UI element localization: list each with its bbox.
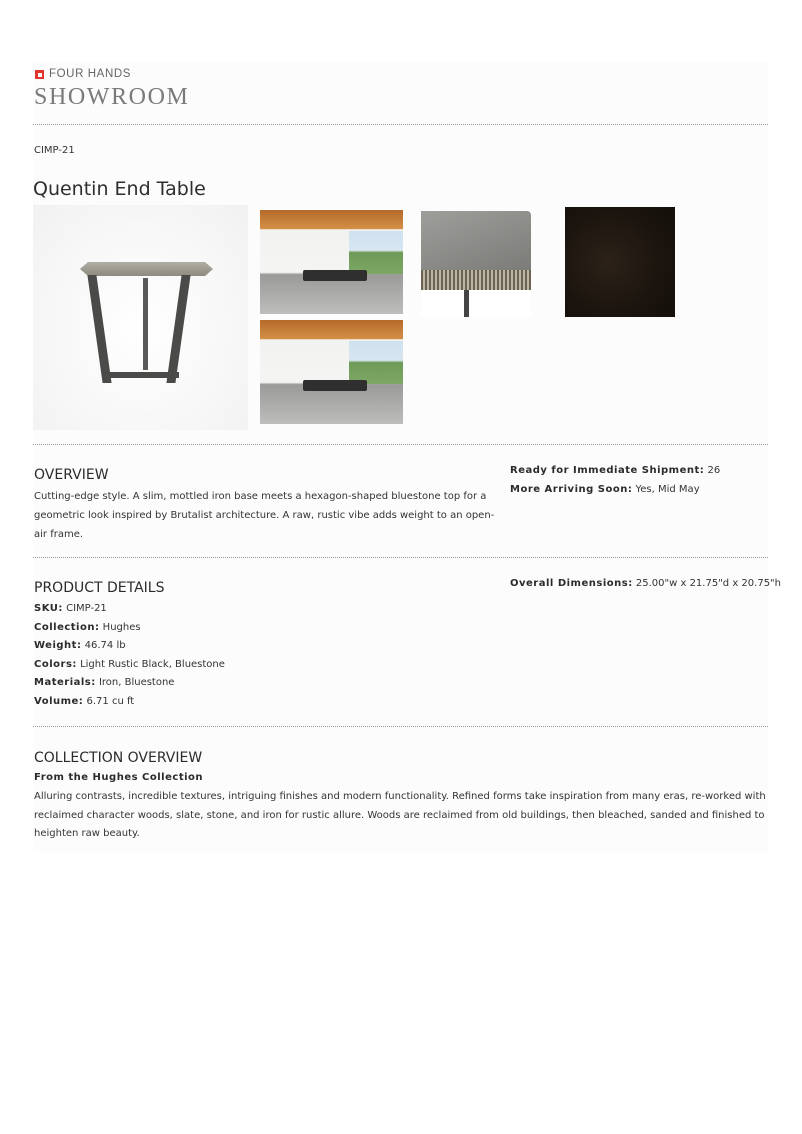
- header-divider: [33, 124, 768, 125]
- details-divider: [33, 726, 768, 727]
- ready-shipment-value: 26: [707, 465, 721, 476]
- overview-line: air frame.: [34, 529, 84, 540]
- detail-label: Colors:: [34, 658, 77, 670]
- detail-label: Weight:: [34, 640, 82, 652]
- arriving-soon-value: Yes, Mid May: [635, 483, 700, 495]
- brand-name: FOUR HANDS: [49, 68, 132, 80]
- overview-heading: OVERVIEW: [34, 467, 109, 483]
- availability-info: [510, 462, 720, 499]
- detail-label: Materials:: [34, 677, 96, 689]
- detail-row-volume: [34, 693, 225, 712]
- collection-subheading-wrap: [34, 769, 203, 788]
- product-main-image: [33, 205, 248, 430]
- detail-row-weight: [34, 637, 225, 656]
- page-title: Quentin End Table: [33, 177, 206, 200]
- detail-value: Hughes: [102, 621, 141, 633]
- collection-line: reclaimed character woods, slate, stone, and iron for rustic allure. Woods are reclaimed from old buildings, then bleached, sanded and finished to: [34, 809, 765, 821]
- table-base: [107, 372, 179, 378]
- detail-label: Volume:: [34, 695, 84, 707]
- detail-row-collection: [34, 619, 225, 638]
- ready-shipment-row: [510, 462, 720, 481]
- table-leg: [143, 278, 148, 370]
- collection-line: heighten raw beauty.: [34, 828, 140, 839]
- finish-swatch-image: [565, 207, 675, 317]
- detail-label: Collection:: [34, 621, 100, 633]
- ready-shipment-label: Ready for Immediate Shipment:: [510, 465, 705, 476]
- dimensions-value: 25.00"w x 21.75"d x 20.75"h: [635, 578, 781, 589]
- dimensions-label: Overall Dimensions:: [510, 578, 633, 589]
- sku-code: CIMP-21: [34, 145, 75, 156]
- table-leg: [166, 275, 190, 383]
- detail-value: Iron, Bluestone: [98, 677, 175, 689]
- brand-logo: [35, 69, 131, 80]
- lifestyle-room-image-2: [260, 320, 403, 424]
- table-top-shape: [80, 262, 213, 276]
- collection-overview-text: [34, 788, 769, 844]
- iron-post: [464, 290, 469, 317]
- detail-value: CIMP-21: [66, 603, 107, 614]
- product-details-list: [34, 600, 225, 712]
- dimensions-row: [510, 575, 781, 594]
- arriving-soon-label: More Arriving Soon:: [510, 483, 633, 495]
- stone-top-surface: [421, 211, 531, 270]
- collection-subheading: From the Hughes Collection: [34, 772, 204, 783]
- detail-row-colors: [34, 656, 225, 675]
- images-divider: [33, 444, 768, 445]
- collection-overview-heading: COLLECTION OVERVIEW: [34, 750, 203, 766]
- table-leg: [87, 275, 111, 383]
- top-edge-detail-image: [421, 211, 531, 317]
- collection-line: Alluring contrasts, incredible textures, intriguing finishes and modern functionality. Refined forms take inspiration from many eras, re-worked with: [34, 791, 766, 802]
- arriving-soon-row: [510, 481, 720, 500]
- overview-text: [34, 487, 494, 544]
- detail-row-sku: [34, 600, 225, 619]
- showroom-wordmark: SHOWROOM: [34, 84, 190, 110]
- lifestyle-room-image-1: [260, 210, 403, 314]
- overview-divider: [33, 557, 768, 558]
- overview-line: geometric look inspired by Brutalist architecture. A raw, rustic vibe adds weight to an open-: [34, 510, 495, 521]
- detail-row-materials: [34, 674, 225, 693]
- detail-value: 6.71 cu ft: [86, 695, 135, 707]
- detail-value: Light Rustic Black, Bluestone: [80, 658, 225, 670]
- detail-value: 46.74 lb: [84, 640, 126, 652]
- brand-square-icon: [35, 70, 44, 79]
- overview-line: Cutting-edge style. A slim, mottled iron base meets a hexagon-shaped bluestone top for a: [34, 491, 487, 502]
- detail-label: SKU:: [34, 603, 63, 614]
- product-details-heading: PRODUCT DETAILS: [34, 580, 165, 596]
- dimensions-info: [510, 575, 781, 594]
- stone-top-edge: [421, 270, 531, 290]
